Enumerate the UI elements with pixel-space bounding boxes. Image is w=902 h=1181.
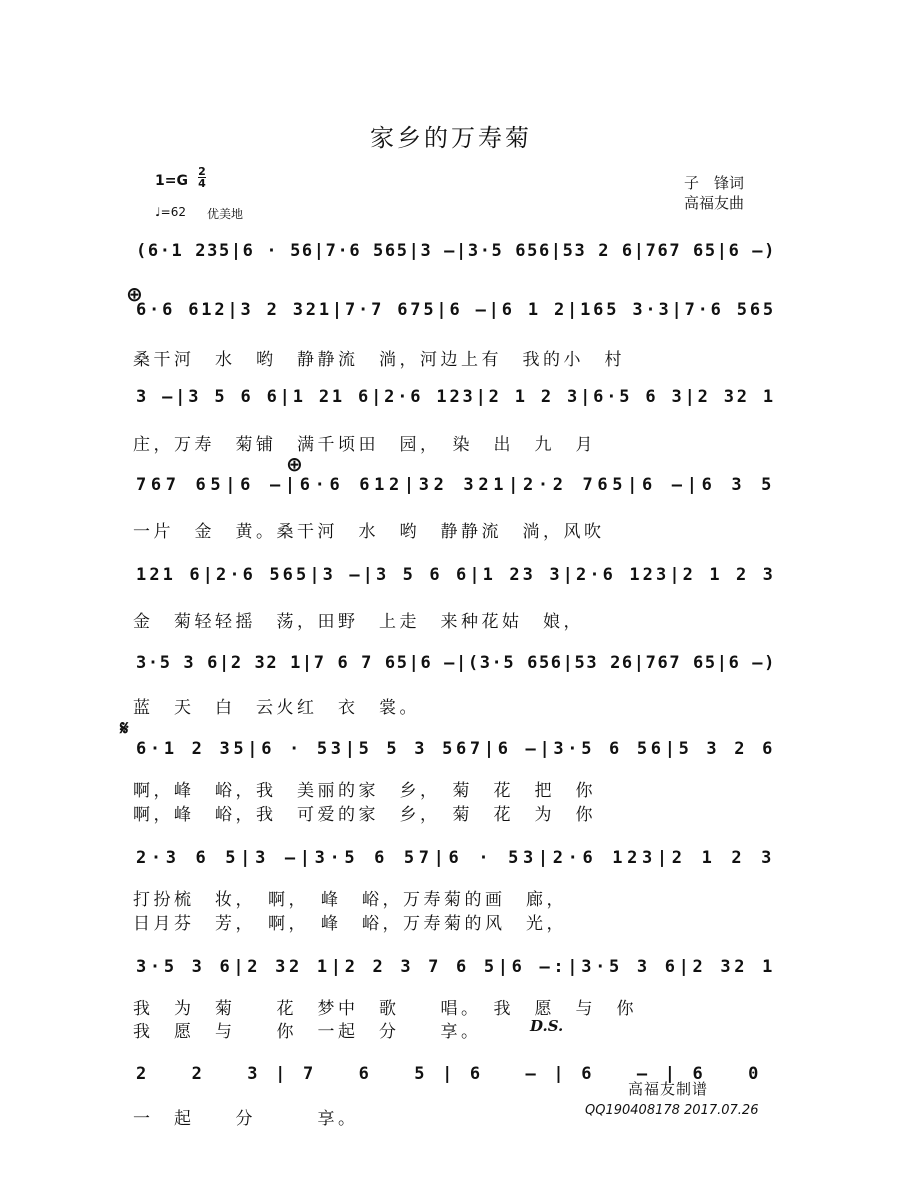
lyrics-line-2: 桑干河 水 哟 静静流 淌，河边上有 我的小 村 [133,350,625,370]
expression-marking: 优美地 [207,207,244,221]
notation-line-6: 3·5 3 6|2 32 1|7 6 7 65|6 –|(3·5 656|53 26|767 65|6 –) [136,653,776,673]
lyrics-line-9a: 我 为 菊 花 梦中 歌 唱。 我 愿 与 你 [133,999,637,1019]
notation-line-3: 3 –|3 5 6 6|1 21 6|2·6 123|2 1 2 3|6·5 6 3|2 32 1 [136,387,776,407]
da-segno-marking: D.S. [530,1017,564,1035]
lyrics-line-6: 蓝 天 白 云火红 衣 裳。 [133,698,420,718]
lyrics-line-3: 庄，万寿 菊铺 满千顷田 园， 染 出 九 月 [133,435,596,455]
notation-line-1: (6·1 235|6 · 56|7·6 565|3 –|3·5 656|53 2 6|767 65|6 –) [136,241,776,261]
time-signature [198,166,206,189]
notation-line-2: 6·6 612|3 2 321|7·7 675|6 –|6 1 2|165 3·3|7·6 565 [136,300,776,320]
notation-line-10: 2 2 3|7 6 5|6 –|6 –|6 0 [136,1064,776,1084]
transcriber-credit: 高福友制谱 [628,1080,709,1098]
lyrics-line-10: 一 起 分 享。 [133,1109,359,1129]
notation-line-4: 767 65|6 –|6·6 612|32 321|2·2 765|6 –|6 3 5 [136,475,776,495]
lyrics-line-7b: 啊，峰 峪，我 可爱的家 乡， 菊 花 为 你 [133,805,596,825]
tempo-marking: ♩=62 [155,205,186,219]
lyrics-line-8a: 打扮梳 妆， 啊， 峰 峪，万寿菊的画 廊， [133,890,567,910]
lyrics-line-4: 一片 金 黄。桑干河 水 哟 静静流 淌，风吹 [133,522,605,542]
time-signature-bottom: 4 [198,177,206,190]
coda-icon: ⊕ [126,282,143,306]
notation-line-5: 121 6|2·6 565|3 –|3 5 6 6|1 23 3|2·6 123|2 1 2 3 [136,565,776,585]
composer-credit: 高福友曲 [684,194,745,212]
notation-line-8: 2·3 6 5|3 –|3·5 6 57|6 · 53|2·6 123|2 1 2 3 [136,848,776,868]
notation-line-7: 6·1 2 35|6 · 53|5 5 3 567|6 –|3·5 6 56|5 3 2 6 [136,739,776,759]
coda-icon-2: ⊕ [286,452,303,476]
lyrics-line-8b: 日月芬 芳， 啊， 峰 峪，万寿菊的风 光， [133,914,567,934]
lyrics-line-7a: 啊，峰 峪，我 美丽的家 乡， 菊 花 把 你 [133,781,596,801]
lyrics-line-9b: 我 愿 与 你 一起 分 享。 [133,1022,482,1042]
segno-icon: 𝄋 [120,716,129,740]
notation-line-9: 3·5 3 6|2 32 1|2 2 3 7 6 5|6 –:|3·5 3 6|2 32 1 [136,957,776,977]
time-signature-top: 2 [198,165,206,178]
contact-and-date: QQ190408178 2017.07.26 [585,1103,759,1118]
key-signature: 1=G [155,173,188,189]
lyricist-credit: 子 锋词 [684,174,745,192]
song-title: 家乡的万寿菊 [370,124,532,152]
lyrics-line-5: 金 菊轻轻摇 荡，田野 上走 来种花姑 娘， [133,612,584,632]
